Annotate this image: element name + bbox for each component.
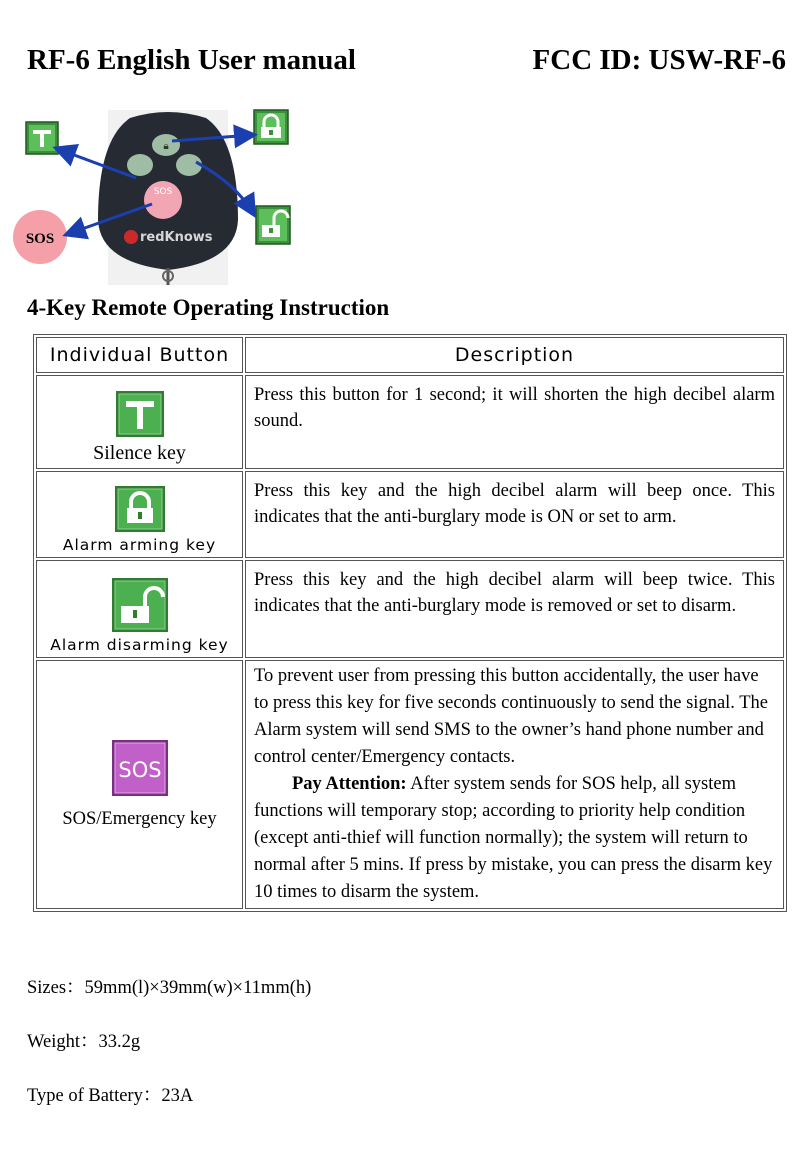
section-title: 4-Key Remote Operating Instruction (27, 295, 390, 320)
spec-weight: Weight：33.2g (27, 1032, 141, 1052)
key-label: Silence key (93, 442, 186, 464)
table-header-row (36, 337, 784, 373)
sos-icon-text: SOS (117, 757, 162, 782)
key-label: Alarm disarming key (50, 636, 229, 654)
key-cell (36, 471, 243, 558)
key-label: SOS/Emergency key (62, 808, 217, 829)
instruction-table (33, 334, 787, 912)
lock-icon (114, 485, 166, 533)
key-cell (36, 375, 243, 469)
page-title: RF-6 English User manual (27, 44, 356, 76)
remote-diagram (0, 100, 330, 290)
attention-paragraph (254, 771, 775, 906)
sos-icon (111, 739, 169, 797)
table-row (36, 660, 784, 909)
key-description: Press this key and the high decibel alarm will beep once. This indicates that the anti-burglary mode is ON or set to arm. (245, 471, 784, 558)
fcc-id: FCC ID: USW-RF-6 (532, 44, 786, 76)
table-row (36, 375, 784, 469)
key-description: To prevent user from pressing this button accidentally, the user have to press this key for five seconds continuously to send the signal. The Alarm system will send SMS to the owner’s hand phone number and control center/Emergency contacts. (254, 666, 768, 767)
header-individual-button: Individual Button (36, 337, 243, 373)
silence-t-icon (115, 390, 165, 438)
key-description: Press this button for 1 second; it will shorten the high decibel alarm sound. (245, 375, 784, 469)
remote-sos-label: SOS (153, 187, 173, 197)
key-label: Alarm arming key (62, 536, 217, 554)
unlock-icon (111, 577, 169, 633)
spec-battery: Type of Battery：23A (27, 1086, 194, 1106)
brand-logo: redKnows (140, 230, 213, 245)
key-description: Press this key and the high decibel alarm will beep twice. This indicates that the anti-burglary mode is removed or set to disarm. (245, 560, 784, 658)
key-description-cell (245, 660, 784, 909)
hero-sos-badge: SOS (25, 231, 55, 247)
attention-label: Pay Attention: (292, 774, 407, 794)
svg-text:🔒︎: 🔒︎ (163, 141, 169, 152)
table-row (36, 560, 784, 658)
attention-text: After system sends for SOS help, all system functions will temporary stop; according to priority help condition (except anti-thief will function normally); the system will return to normal after 5 mins. If press by mistake, you can press the disarm key 10 times to disarm the system. (254, 774, 773, 902)
header-description: Description (245, 337, 784, 373)
table-row (36, 471, 784, 558)
key-cell (36, 660, 243, 909)
key-cell (36, 560, 243, 658)
spec-sizes: Sizes：59mm(l)×39mm(w)×11mm(h) (27, 978, 312, 998)
